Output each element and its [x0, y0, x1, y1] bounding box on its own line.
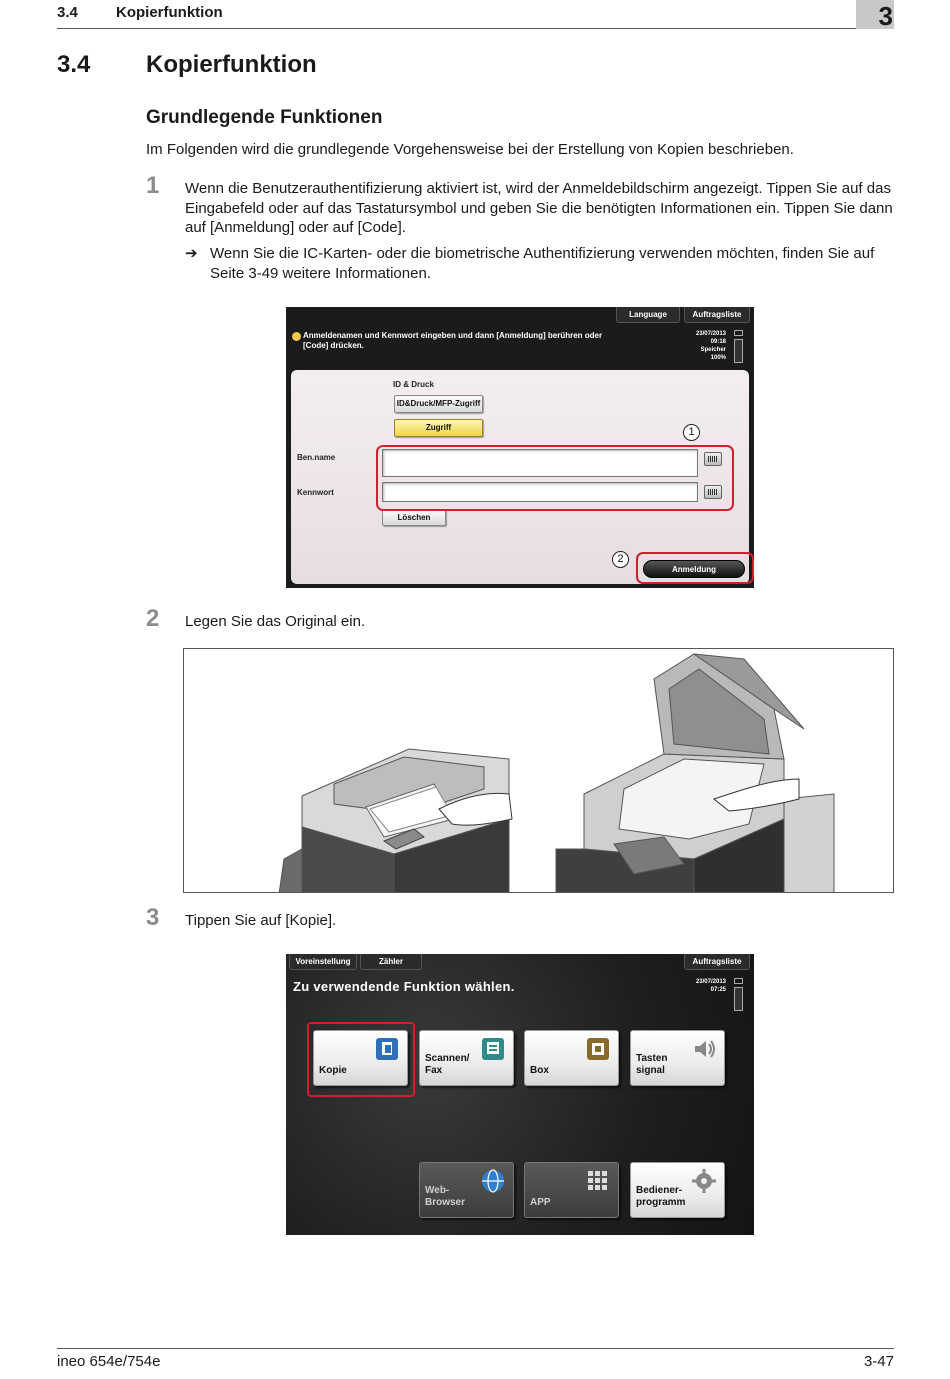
header-section-title: Kopierfunktion	[116, 4, 223, 21]
utility-label-line2: programm	[636, 1197, 686, 1208]
app-label: APP	[530, 1197, 551, 1208]
running-header	[57, 0, 894, 29]
intro-paragraph: Im Folgenden wird die grundlegende Vorgehensweise bei der Erstellung von Kopien beschrieben.	[146, 141, 794, 158]
header-section-number: 3.4	[57, 4, 78, 21]
password-label: Kennwort	[297, 488, 334, 497]
language-button[interactable]: Language	[616, 307, 680, 323]
step-number: 3	[146, 904, 160, 931]
memory-value: 100%	[710, 355, 726, 361]
original-placement-illustration	[183, 648, 894, 893]
time-text: 09:18	[710, 339, 726, 345]
access-button[interactable]: Zugriff	[394, 419, 483, 437]
date-text: 23/07/2013	[695, 331, 726, 337]
web-browser-label-line2: Browser	[425, 1197, 466, 1208]
key-sound-label-line2: signal	[636, 1065, 665, 1076]
copier-illustration	[184, 649, 894, 893]
footer-model: ineo 654e/754e	[57, 1353, 161, 1370]
utility-label	[636, 1185, 685, 1209]
login-button[interactable]: Anmeldung	[643, 560, 745, 578]
job-list-button[interactable]: Auftragsliste	[684, 954, 750, 970]
utility-tile[interactable]	[630, 1162, 725, 1218]
highlight-box-copy	[307, 1022, 415, 1097]
login-message: Anmeldenamen und Kennwort eingeben und dann [Anmeldung] berühren oder [Code] drücken.	[303, 331, 603, 350]
callout-marker: 1	[683, 424, 700, 441]
callout-marker: 2	[612, 551, 629, 568]
subheading: Grundlegende Funktionen	[146, 107, 383, 128]
scan-fax-label-line1: Scannen/	[425, 1053, 470, 1064]
utility-label-line1: Bediener-	[636, 1185, 683, 1196]
step-text: Legen Sie das Original ein.	[185, 613, 366, 630]
arrow-icon: ➔	[185, 245, 198, 262]
section-heading-title: Kopierfunktion	[146, 51, 317, 78]
status-area	[678, 978, 726, 994]
username-label: Ben.name	[297, 453, 336, 462]
memory-icon	[734, 330, 743, 336]
lightbulb-icon	[292, 332, 301, 341]
web-browser-tile[interactable]	[419, 1162, 514, 1218]
gear-icon	[691, 1168, 717, 1194]
copy-label: Kopie	[319, 1065, 347, 1076]
scan-fax-label-line2: Fax	[425, 1065, 443, 1076]
grid-icon	[585, 1168, 611, 1194]
scan-fax-label	[425, 1053, 469, 1077]
login-screen	[286, 307, 754, 588]
step-number: 1	[146, 172, 160, 199]
note-text: Wenn Sie die IC-Karten- oder die biometrische Authentifizierung verwenden möchten, finden Sie auf Seite 3-49 weitere Informationen.	[210, 245, 875, 282]
highlight-box-login	[636, 552, 754, 584]
web-browser-label-line1: Web-	[425, 1185, 450, 1196]
id-print-mfp-button[interactable]: ID&Druck/MFP-Zugriff	[394, 395, 483, 413]
box-label: Box	[530, 1065, 549, 1076]
highlight-box-fields	[376, 445, 734, 511]
section-heading-number: 3.4	[57, 51, 91, 78]
memory-label: Speicher	[700, 347, 726, 353]
box-icon	[585, 1036, 611, 1062]
web-browser-label	[425, 1185, 465, 1209]
clear-button[interactable]: Löschen	[382, 509, 446, 526]
counter-tab[interactable]: Zähler	[360, 954, 422, 970]
scan-fax-tile[interactable]	[419, 1030, 514, 1086]
key-sound-label	[636, 1053, 668, 1077]
memory-meter	[734, 339, 743, 363]
time-text: 07:25	[710, 987, 726, 993]
main-menu-screen	[286, 954, 754, 1235]
step-text: Wenn die Benutzerauthentifizierung aktiviert ist, wird der Anmeldebildschirm angezeigt. Tippen Sie auf das Eingabefeld oder auf das Tastatursymbol und geben Sie die benötigten Informationen ein. Tippen Sie dann auf [Anmeldung] oder auf [Code].	[185, 180, 893, 236]
key-sound-tile[interactable]	[630, 1030, 725, 1086]
step-text: Tippen Sie auf [Kopie].	[185, 912, 337, 929]
screen-title: Zu verwendende Funktion wählen.	[293, 979, 515, 994]
memory-meter	[734, 987, 743, 1011]
app-tile[interactable]	[524, 1162, 619, 1218]
job-list-button[interactable]: Auftragsliste	[684, 307, 750, 323]
defaults-tab[interactable]: Voreinstellung	[289, 954, 357, 970]
page-footer	[57, 1348, 894, 1370]
memory-icon	[734, 978, 743, 984]
box-tile[interactable]	[524, 1030, 619, 1086]
globe-icon	[480, 1168, 506, 1194]
chapter-tab: 3	[856, 0, 894, 29]
scan-fax-icon	[480, 1036, 506, 1062]
status-area	[674, 330, 726, 362]
speaker-icon	[691, 1036, 717, 1062]
id-print-label: ID & Druck	[393, 380, 434, 389]
date-text: 23/07/2013	[695, 979, 726, 985]
step-number: 2	[146, 605, 160, 632]
key-sound-label-line1: Tasten	[636, 1053, 668, 1064]
footer-page-number: 3-47	[863, 1353, 894, 1370]
